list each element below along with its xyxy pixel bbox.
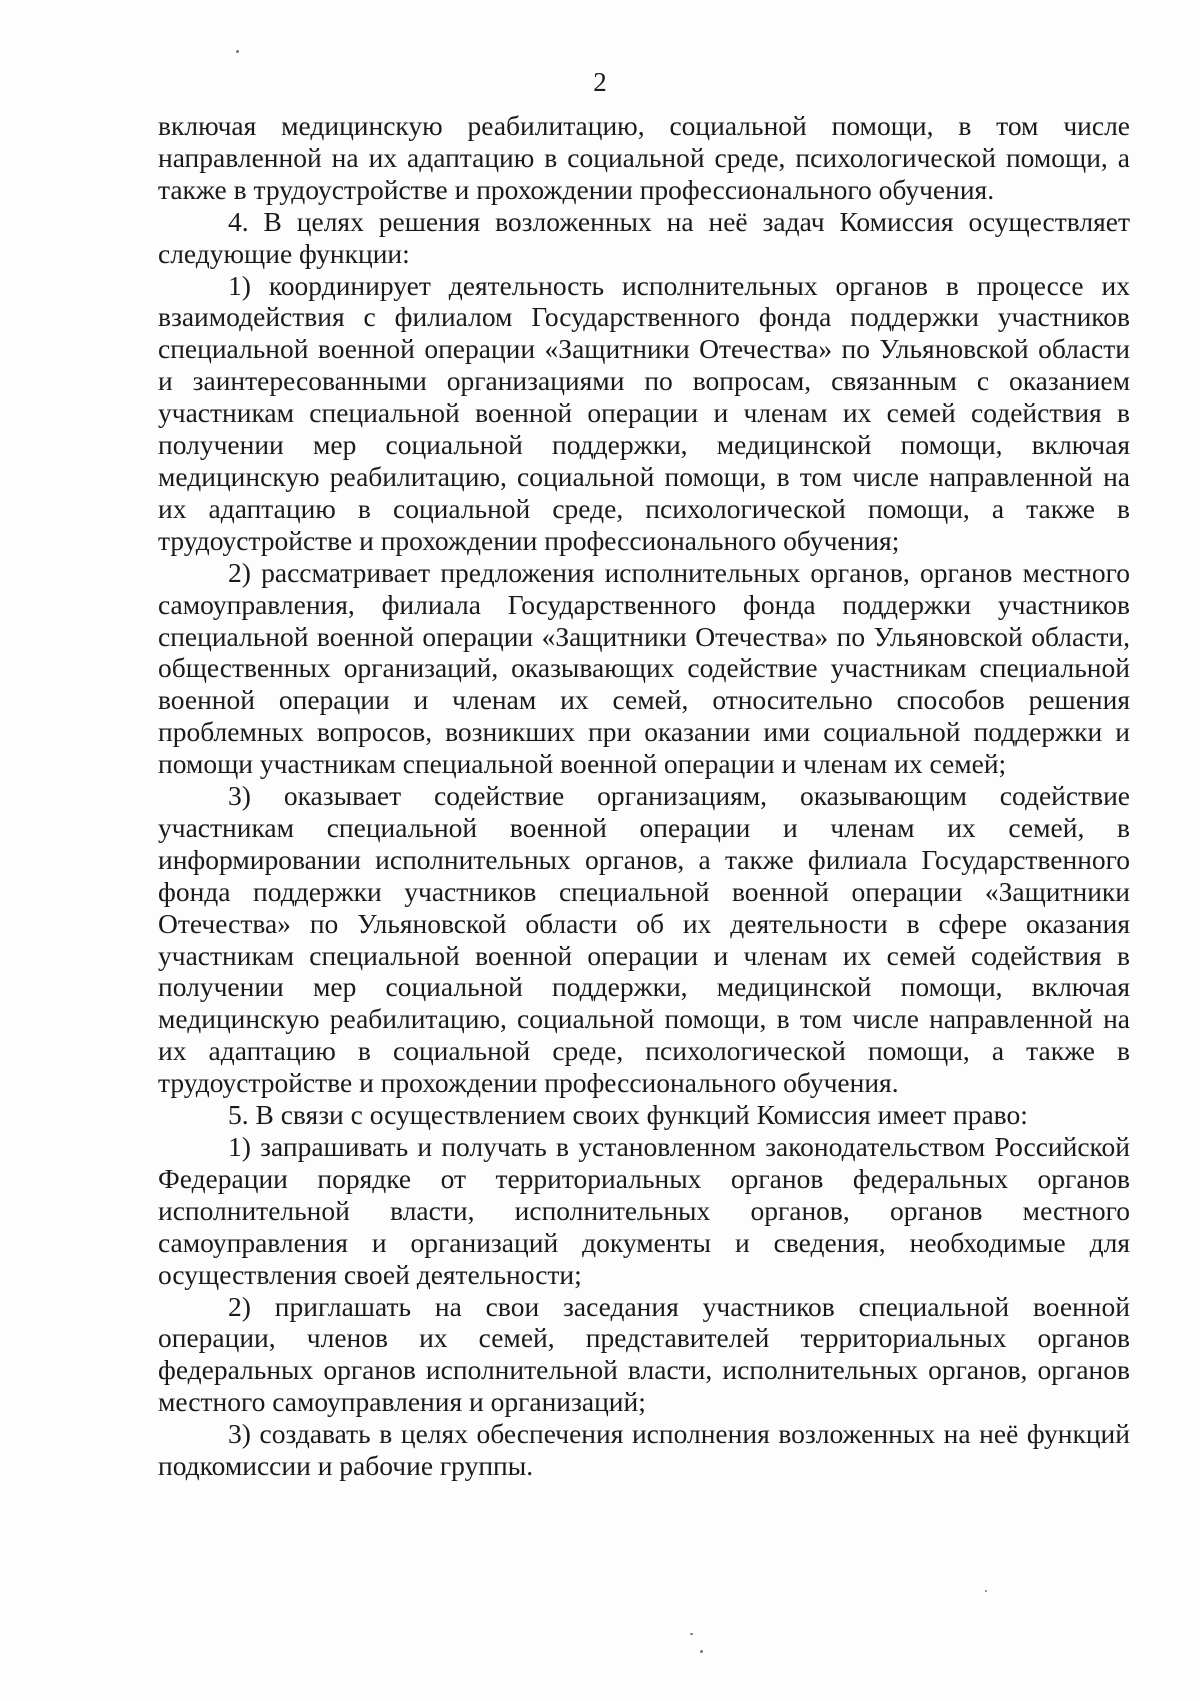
paragraph-continuation: включая медицинскую реабилитацию, социальной помощи, в том числе направленной на их адаптацию в социальной среде, психологической помощи, а также в трудоустройстве и прохождении профессионального обучения. xyxy=(158,110,1130,205)
page-number: 2 xyxy=(593,67,607,97)
paragraph-subitem-5-1: 1) запрашивать и получать в установленном законодательством Российской Федерации порядке от территориальных органов федеральных органов исполнительной власти, исполнительных органов, органов местного самоуправления и организаций документы и сведения, необходимые для осуществления своей деятельности; xyxy=(158,1131,1130,1290)
scan-speck xyxy=(690,1633,693,1635)
paragraph-subitem-5-2: 2) приглашать на свои заседания участников специальной военной операции, членов их семей, представителей территориальных органов федеральных органов исполнительной власти, исполнительных органов, органов местного самоуправления и организаций; xyxy=(158,1290,1130,1418)
paragraph-subitem-4-1: 1) координирует деятельность исполнительных органов в процессе их взаимодействия с филиалом Государственного фонда поддержки участников специальной военной операции «Защитники Отечества» по Ульяновской области и заинтересованными организациями по вопросам, связанным с оказанием участникам специальной военной операции и членам их семей содействия в получении мер социальной поддержки, медицинской помощи, включая медицинскую реабилитацию, социальной помощи, в том числе направленной на их адаптацию в социальной среде, психологической помощи, а также в трудоустройстве и прохождении профессионального обучения; xyxy=(158,269,1130,556)
scan-speck xyxy=(700,1650,703,1653)
scan-speck xyxy=(985,1590,987,1592)
document-body xyxy=(158,110,1130,1482)
paragraph-subitem-5-3: 3) создавать в целях обеспечения исполнения возложенных на неё функций подкомиссии и рабочие группы. xyxy=(158,1418,1130,1482)
paragraph-item-4: 4. В целях решения возложенных на неё задач Комиссия осуществляет следующие функции: xyxy=(158,205,1130,269)
paragraph-item-5: 5. В связи с осуществлением своих функций Комиссия имеет право: xyxy=(228,1099,1028,1131)
paragraph-subitem-4-2: 2) рассматривает предложения исполнительных органов, органов местного самоуправления, филиала Государственного фонда поддержки участников специальной военной операции «Защитники Отечества» по Ульяновской области, общественных организаций, оказывающих содействие участникам специальной военной операции и членам их семей, относительно способов решения проблемных вопросов, возникших при оказании ими социальной поддержки и помощи участникам специальной военной операции и членам их семей; xyxy=(158,556,1130,780)
scan-speck xyxy=(236,50,239,53)
paragraph-subitem-4-3: 3) оказывает содействие организациям, оказывающим содействие участникам специальной военной операции и членам их семей, в информировании исполнительных органов, а также филиала Государственного фонда поддержки участников специальной военной операции «Защитники Отечества» по Ульяновской области об их деятельности в сфере оказания участникам специальной военной операции и членам их семей содействия в получении мер социальной поддержки, медицинской помощи, включая медицинскую реабилитацию, социальной помощи, в том числе направленной на их адаптацию в социальной среде, психологической помощи, а также в трудоустройстве и прохождении профессионального обучения. xyxy=(158,780,1130,1099)
